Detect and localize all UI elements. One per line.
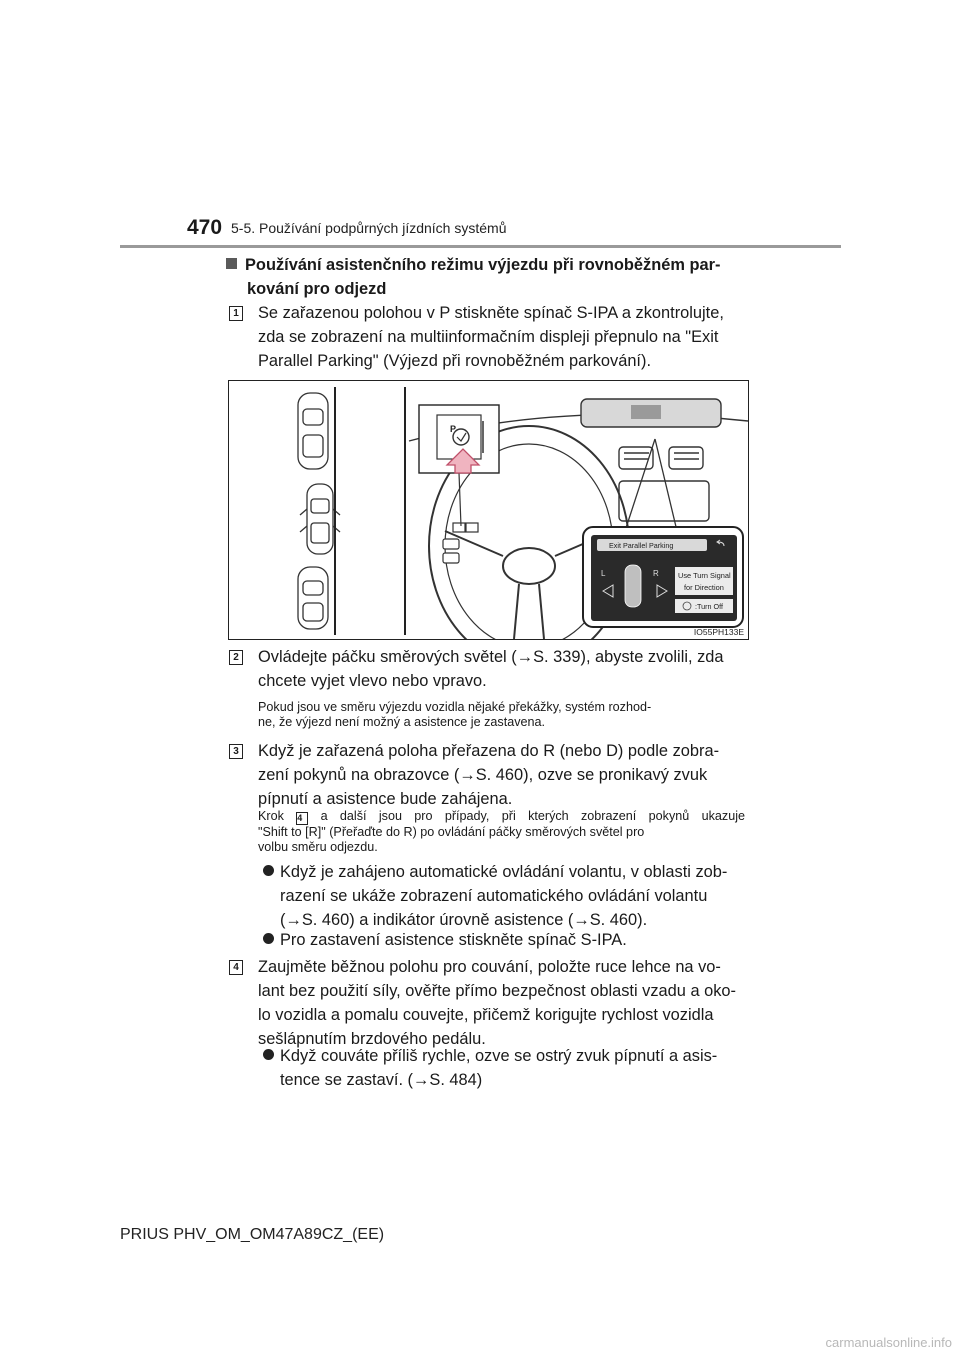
heading-line-2: kování pro odjezd xyxy=(247,280,387,298)
step-4-text xyxy=(258,955,745,1051)
page-number: 470 xyxy=(187,216,223,239)
figure-code: IO55PH133E xyxy=(693,627,744,637)
cockpit-illustration xyxy=(229,381,748,639)
step-number-1: 1 xyxy=(229,306,243,321)
step-4-line-2: lant bez použití síly, ověřte přímo bezpečnost oblasti vzadu a oko- xyxy=(258,982,737,1000)
chapter-title: 5-5. Používání podpůrných jízdních systémů xyxy=(231,220,507,236)
step-1-line-1: Se zařazenou polohou v P stiskněte spínač S-IPA a zkontrolujte, xyxy=(258,304,724,322)
step-2-text xyxy=(258,645,745,693)
step-4-bullet-line-1: Když couváte příliš rychle, ozve se ostrý zvuk pípnutí a asis- xyxy=(263,1044,745,1068)
screen-right-label: R xyxy=(653,569,659,578)
step-4-line-3: lo vozidla a pomalu couvejte, přičemž korigujte rychlost vozidla xyxy=(258,1006,714,1024)
step-2-note-line-1: Pokud jsou ve směru výjezdu vozidla nějaké překážky, systém rozhod- xyxy=(258,700,652,714)
document-footer: PRIUS PHV_OM_OM47A89CZ_(EE) xyxy=(120,1226,385,1243)
section-heading xyxy=(226,253,746,301)
screen-left-label: L xyxy=(601,569,606,578)
step-2-note-line-2: ne, že výjezd není možný a asistence je zastavena. xyxy=(258,715,546,729)
step-3-note-line-3: volbu směru odjezdu. xyxy=(258,840,378,854)
switch-letter: P xyxy=(450,424,457,434)
screen-title: Exit Parallel Parking xyxy=(609,541,674,550)
square-bullet-icon xyxy=(226,258,237,269)
step-number-4: 4 xyxy=(229,960,243,975)
bullet-1-line-2: razení se ukáže zobrazení automatického ovládání volantu xyxy=(280,887,708,905)
bullet-2-line-1: Pro zastavení asistence stiskněte spínač S-IPA. xyxy=(263,928,745,952)
car-top-icon xyxy=(298,393,328,469)
step-3-note-rest: a další jsou pro případy, při kterých zobrazení pokynů ukazuje xyxy=(308,809,745,823)
step-number-2: 2 xyxy=(229,650,243,665)
step-1-line-3: Parallel Parking" (Výjezd při rovnoběžném parkování). xyxy=(258,352,651,370)
bullet-dot-icon xyxy=(263,1049,274,1060)
step-4-bullet-1 xyxy=(263,1044,745,1092)
bullet-dot-icon xyxy=(263,933,274,944)
step-3-bullet-2 xyxy=(263,928,745,952)
step-4-line-1: Zaujměte běžnou polohu pro couvání, položte ruce lehce na vo- xyxy=(258,958,721,976)
step-3-note-line-2: "Shift to [R]" (Přeřaďte do R) po ovládání páčky směrových světel pro xyxy=(258,825,645,839)
step-1-text xyxy=(258,301,745,373)
step-3-note-line-1 xyxy=(258,809,745,825)
watermark: carmanualsonline.info xyxy=(825,1335,952,1350)
illustration-figure xyxy=(228,380,749,640)
step-3-line-1: Když je zařazená poloha přeřazena do R (nebo D) podle zobra- xyxy=(258,742,720,760)
heading-line-1: Používání asistenčního režimu výjezdu při rovnoběžném par- xyxy=(245,256,721,274)
step-3-note-prefix: Krok xyxy=(258,809,284,823)
step-3-text xyxy=(258,739,745,811)
step-4-line-4: sešlápnutím brzdového pedálu. xyxy=(258,1030,486,1048)
screen-turn-signal-line-2: for Direction xyxy=(684,583,724,592)
step-2-line-2: chcete vyjet vlevo nebo vpravo. xyxy=(258,672,487,690)
screen-turn-signal-line-1: Use Turn Signal xyxy=(678,571,731,580)
step-number-3: 3 xyxy=(229,744,243,759)
step-1-line-2: zda se zobrazení na multiinformačním displeji přepnulo na "Exit xyxy=(258,328,719,346)
step-3-line-3: pípnutí a asistence bude zahájena. xyxy=(258,790,513,808)
bullet-dot-icon xyxy=(263,865,274,876)
step-4-bullet-line-2: tence se zastaví. (→S. 484) xyxy=(280,1071,483,1089)
step-ref-4: 4 xyxy=(296,812,308,825)
step-3-bullet-1 xyxy=(263,860,745,932)
step-2-line-1: Ovládejte páčku směrových světel (→S. 339), abyste zvolili, zda xyxy=(258,648,724,666)
bullet-1-line-3: (→S. 460) a indikátor úrovně asistence (→S. 460). xyxy=(280,911,648,929)
car-bottom-icon xyxy=(298,567,328,629)
bullet-1-line-1: Když je zahájeno automatické ovládání volantu, v oblasti zob- xyxy=(263,860,745,884)
step-2-note xyxy=(258,700,745,730)
step-3-note xyxy=(258,809,745,855)
step-3-line-2: zení pokynů na obrazovce (→S. 460), ozve se pronikavý zvuk xyxy=(258,766,708,784)
screen-turn-off: :Turn Off xyxy=(695,602,723,611)
header-divider xyxy=(120,245,841,248)
